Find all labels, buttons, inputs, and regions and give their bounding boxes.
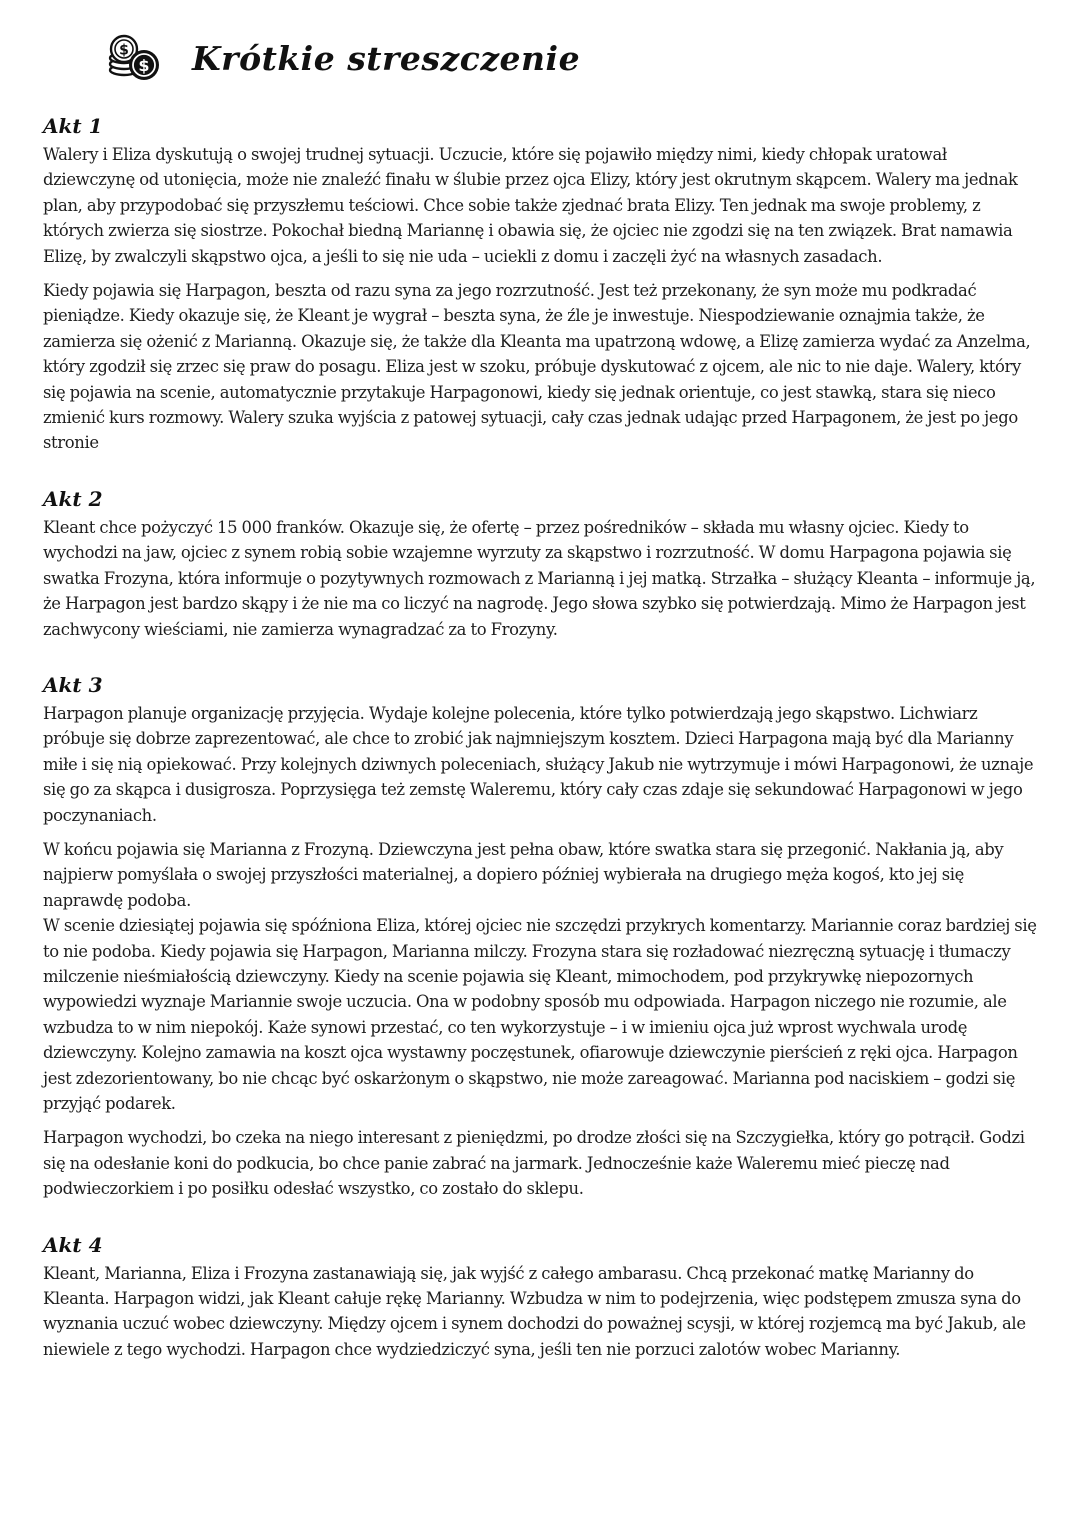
act-heading: Akt 4 [43,1232,103,1257]
section-act-3 [43,672,1043,1202]
page-title: Krótkie streszczenie [192,38,581,78]
document-body [43,113,1043,1392]
act-heading: Akt 1 [43,114,103,138]
paragraph: W scenie dziesiątej pojawia się spóźniona Eliza, której ojciec nie szczędzi przykrych komentarzy. Mariannie coraz bardziej się to nie podoba. Kiedy pojawia się Harpagon, Marianna milczy. Frozyna stara się rozładować niezręczną sytuację i tłumaczy milczenie nieśmiałością dziewczyny. Kiedy na scenie pojawia się Kleant, mimochodem, pod przykrywkę niepozornych wypowiedzi wyznaje Mariannie swoje uczucia. Ona w podobny sposób mu odpowiada. Harpagon niczego nie rozumie, ale wzbudza to w nim niepokój. Każe synowi przestać, co ten wykorzystuje – i w imieniu ojca już wprost wychwala urodę dziewczyny. Kolejno zamawia na koszt ojca wystawny poczęstunek, ofiarowuje dziewczynie pierścień z ręki ojca. Harpagon jest zdezorientowany, bo nie chcąc być oskarżonym o skąpstwo, nie może zareagować. Marianna pod naciskiem – godzi się przyjąć podarek. [43,916,1037,1113]
section-act-1 [43,113,1043,456]
paragraph: Kleant chce pożyczyć 15 000 franków. Okazuje się, że ofertę – przez pośredników – składa mu własny ojciec. Kiedy to wychodzi na jaw, ojciec z synem robią sobie wzajemne wyrzuty za skąpstwo i rozrzutność. W domu Harpagona pojawia się swatka Frozyna, która informuje o pozytywnych rozmowach z Marianną i jej matką. Strzałka – służący Kleanta – informuje ją, że Harpagon jest bardzo skąpy i że nie ma co liczyć na nagrodę. Jego słowa szybko się potwierdzają. Mimo że Harpagon jest zachwycony wieściami, nie zamierza wynagradzać za to Frozyny. [43,517,1036,639]
svg-text:$: $ [138,56,150,75]
svg-text:$: $ [119,42,129,59]
page-header [104,30,580,86]
paragraph: Harpagon wychodzi, bo czeka na niego interesant z pieniędzmi, po drodze złości się na Szczygiełka, który go potrącił. Godzi się na odesłanie koni do podkucia, bo chce panie zabrać na jarmark. Jednocześnie każe Waleremu mieć pieczę nad podwieczorkiem i po posiłku odesłać wszystko, co zostało do sklepu. [43,1128,1025,1199]
paragraph: Harpagon planuje organizację przyjęcia. Wydaje kolejne polecenia, które tylko potwierdzają jego skąpstwo. Lichwiarz próbuje się dobrze zaprezentować, ale chce to zrobić jak najmniejszym kosztem. Dzieci Harpagona mają być dla Marianny miłe i się nią opiekować. Przy kolejnych dziwnych poleceniach, służący Jakub nie wytrzymuje i mówi Harpagonowi, że uznaje się go za skąpca i dusigrosza. Poprzysięga też zemstę Waleremu, który cały czas zdaje się sekundować Harpagonowi w jego poczynaniach. [43,703,1034,825]
section-act-4 [43,1232,1043,1363]
paragraph: W końcu pojawia się Marianna z Frozyną. Dziewczyna jest pełna obaw, które swatka stara się przegonić. Nakłania ją, aby najpierw pomyślała o swojej przyszłości materialnej, a dopiero później wybierała na drugiego męża kogoś, kto jej się naprawdę podoba. [43,839,1004,910]
coins-dollar-icon [104,33,162,83]
act-heading: Akt 3 [43,672,103,697]
paragraph: Walery i Eliza dyskutują o swojej trudnej sytuacji. Uczucie, które się pojawiło między nimi, kiedy chłopak uratował dziewczynę od utonięcia, może nie znaleźć finału w ślubie przez ojca Elizy, który jest okrutnym skąpcem. Walery ma jednak plan, aby przypodobać się przyszłemu teściowi. Chce sobie także zjednać brata Elizy. Ten jednak ma swoje problemy, z których zwierza się siostrze. Pokochał biedną Mariannę i obawia się, że ojciec nie zgodzi się na ten związek. Brat namawia Elizę, by zwalczyli skąpstwo ojca, a jeśli to się nie uda – uciekli z domu i zaczęli żyć na własnych zasadach. [43,145,1018,266]
paragraph: Kiedy pojawia się Harpagon, beszta od razu syna za jego rozrzutność. Jest też przekonany, że syn może mu podkradać pieniądze. Kiedy okazuje się, że Kleant je wygrał – beszta syna, że źle je inwestuje. Niespodziewanie oznajmia także, że zamierza się ożenić z Marianną. Okazuje się, że także dla Kleanta ma upatrzoną wdowę, a Elizę zamierza wydać za Anzelma, który zgodził się zrzec się praw do posagu. Eliza jest w szoku, próbuje dyskutować z ojcem, ale nic to nie daje. Walery, który się pojawia na scenie, automatycznie przytakuje Harpagonowi, kiedy się jednak orientuje, co jest stawką, stara się nieco zmienić kurs rozmowy. Walery szuka wyjścia z patowej sytuacji, cały czas jednak udając przed Harpagonem, że jest po jego stronie [43,281,1031,453]
act-heading: Akt 2 [43,486,103,511]
paragraph: Kleant, Marianna, Eliza i Frozyna zastanawiają się, jak wyjść z całego ambarasu. Chcą przekonać matkę Marianny do Kleanta. Harpagon widzi, jak Kleant całuje rękę Marianny. Wzbudza w nim to podejrzenia, więc podstępem zmusza syna do wyznania uczuć wobec dziewczyny. Między ojcem i synem dochodzi do poważnej scysji, w której rozjemcą ma być Jakub, ale niewiele z tego wychodzi. Harpagon chce wydziedziczyć syna, jeśli ten nie porzuci zalotów wobec Marianny. [43,1263,1026,1359]
section-act-2 [43,486,1043,642]
